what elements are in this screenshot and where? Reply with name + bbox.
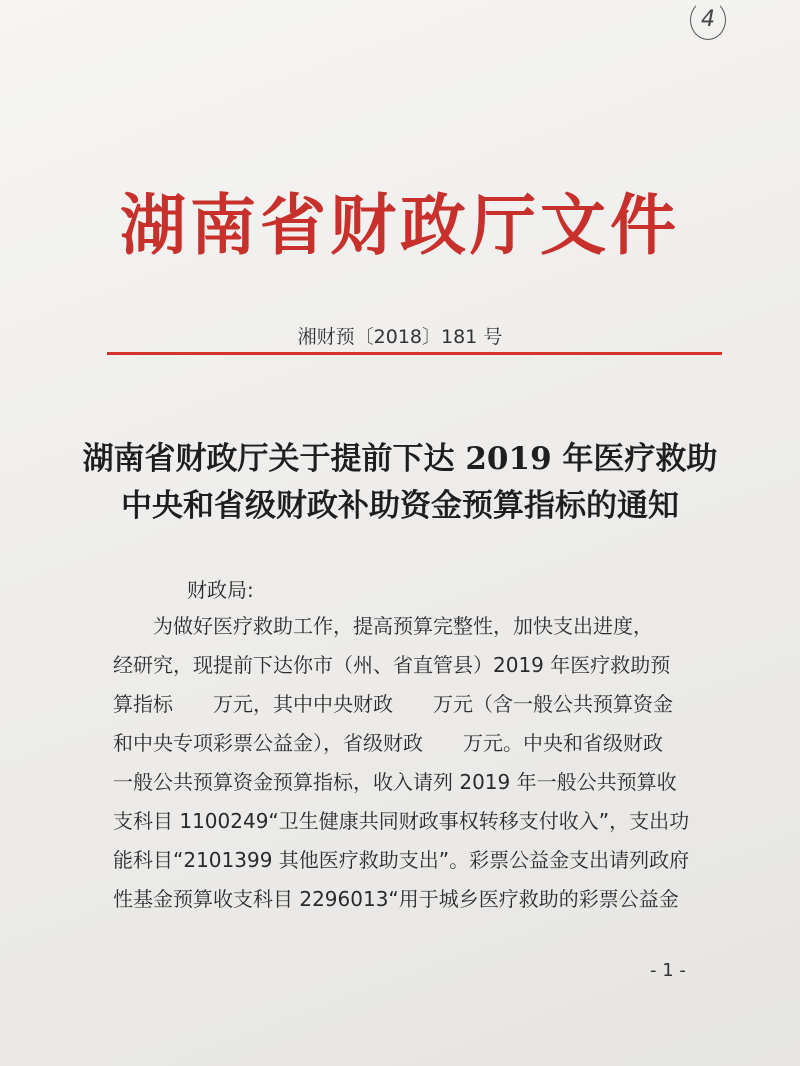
issuer-header: 湖南省财政厅文件 bbox=[120, 186, 680, 264]
body-line: 为做好医疗救助工作，提高预算完整性，加快支出进度， bbox=[113, 614, 653, 638]
body-line: 能科目“2101399 其他医疗救助支出”。彩票公益金支出请列政府 bbox=[113, 848, 690, 872]
red-divider-line bbox=[107, 352, 722, 355]
page-number: - 1 - bbox=[650, 960, 686, 981]
body-line: 经研究，现提前下达你市（州、省直管县）2019 年医疗救助预 bbox=[113, 653, 671, 677]
title-line: 湖南省财政厅关于提前下达 2019 年医疗救助 bbox=[82, 441, 718, 477]
handwritten-corner-mark: 4 bbox=[690, 0, 726, 40]
body-line: 算指标 万元，其中中央财政 万元（含一般公共预算资金 bbox=[113, 692, 673, 716]
document-title bbox=[0, 436, 800, 530]
body-line: 支科目 1100249“卫生健康共同财政事权转移支付收入”，支出功 bbox=[113, 809, 690, 833]
body-line: 和中央专项彩票公益金），省级财政 万元。中央和省级财政 bbox=[113, 731, 663, 755]
body-paragraph bbox=[113, 607, 703, 919]
document-number: 湘财预〔2018〕181 号 bbox=[297, 326, 503, 348]
title-line: 中央和省级财政补助资金预算指标的通知 bbox=[121, 488, 679, 524]
addressee: 财政局: bbox=[187, 578, 254, 602]
body-line: 一般公共预算资金预算指标，收入请列 2019 年一般公共预算收 bbox=[113, 770, 677, 794]
body-line: 性基金预算收支科目 2296013“用于城乡医疗救助的彩票公益金 bbox=[113, 887, 679, 911]
